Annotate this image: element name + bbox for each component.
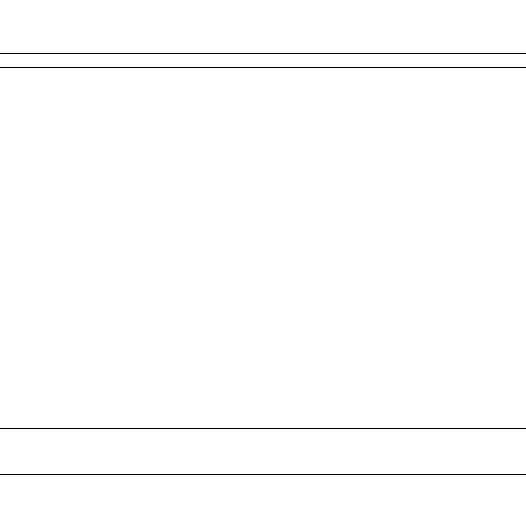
header-row xyxy=(0,54,526,67)
rule-stats xyxy=(0,428,526,429)
column-header xyxy=(346,54,438,67)
rule-header xyxy=(0,67,526,68)
column-header xyxy=(438,54,526,67)
column-header xyxy=(82,54,172,67)
column-header xyxy=(172,54,258,67)
regression-table xyxy=(0,54,526,67)
rule-bottom xyxy=(0,474,526,475)
column-header xyxy=(258,54,346,67)
column-header xyxy=(0,54,82,67)
